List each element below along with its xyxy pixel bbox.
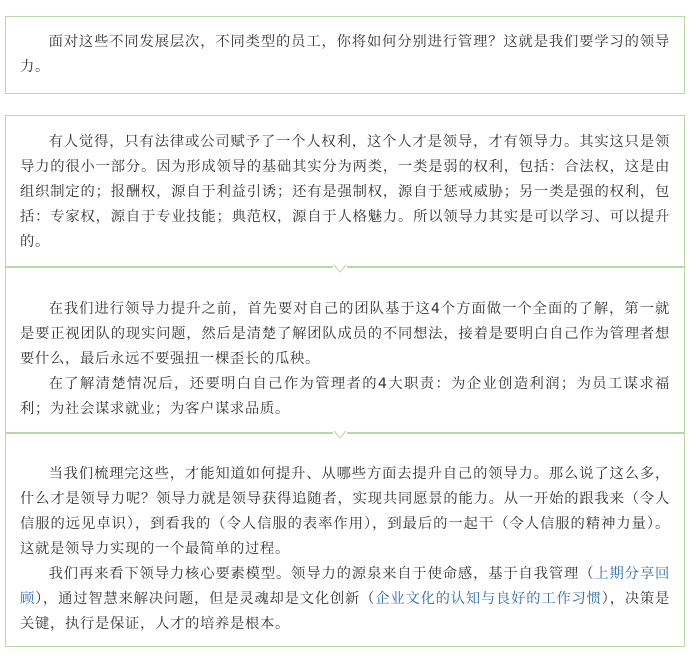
paragraph-text: ），决策是关键，执行是保证，人才的培养是根本。 — [20, 591, 671, 632]
text-section-3 — [5, 267, 685, 433]
text-section-2 — [5, 115, 685, 267]
link-corporate-culture[interactable]: 企业文化的认知与良好的工作习惯 — [375, 591, 602, 607]
paragraph-text: 我们再来看下领导力核心要素模型。领导力的源泉来自于使命感，基于自我管理（ — [48, 566, 595, 582]
paragraph: 当我们梳理完这些，才能知道如何提升、从哪些方面去提升自己的领导力。那么说了这么多，什么才是领导力呢？领导力就是领导获得追随者，实现共同愿景的能力。从一开始的跟我来（令人信服的远见卓识），到看我的（令人信服的表率作用），到最后的一起干（令人信服的精神力量）。这就是领导力实现的一个最简单的过程。 — [20, 466, 670, 557]
paragraph-text: ），通过智慧来解决问题，但是灵魂却是文化创新（ — [35, 591, 376, 607]
paragraph: 面对这些不同发展层次，不同类型的员工，你将如何分别进行管理？这就是我们要学习的领导力。 — [20, 34, 670, 75]
chevron-down-icon — [333, 428, 347, 442]
text-section-1 — [5, 16, 685, 94]
chevron-down-icon — [333, 262, 347, 276]
text-section-4 — [5, 433, 685, 647]
paragraph: 有人觉得，只有法律或公司赋予了一个人权利，这个人才是领导，才有领导力。其实这只是领导力的很小一部分。因为形成领导的基础其实分为两类，一类是弱的权利，包括：合法权，这是由组织制定的；报酬权，源自于利益引诱；还有是强制权，源自于惩戒威胁；另一类是强的权利，包括：专家权，源自于专业技能；典范权，源自于人格魅力。所以领导力其实是可以学习、可以提升的。 — [20, 134, 670, 250]
paragraph: 在我们进行领导力提升之前，首先要对自己的团队基于这4个方面做一个全面的了解，第一就是要正视团队的现实问题，然后是清楚了解团队成员的不同想法，接着是要明白自己作为管理者想要什么，最后永远不要强扭一棵歪长的瓜秧。 — [20, 301, 670, 367]
link-previous-share[interactable]: 上期分享回顾 — [20, 566, 670, 607]
paragraph — [20, 562, 670, 637]
paragraph: 在了解清楚情况后，还要明白自己作为管理者的4大职责：为企业创造利润；为员工谋求福利；为社会谋求就业；为客户谋求品质。 — [20, 376, 670, 417]
